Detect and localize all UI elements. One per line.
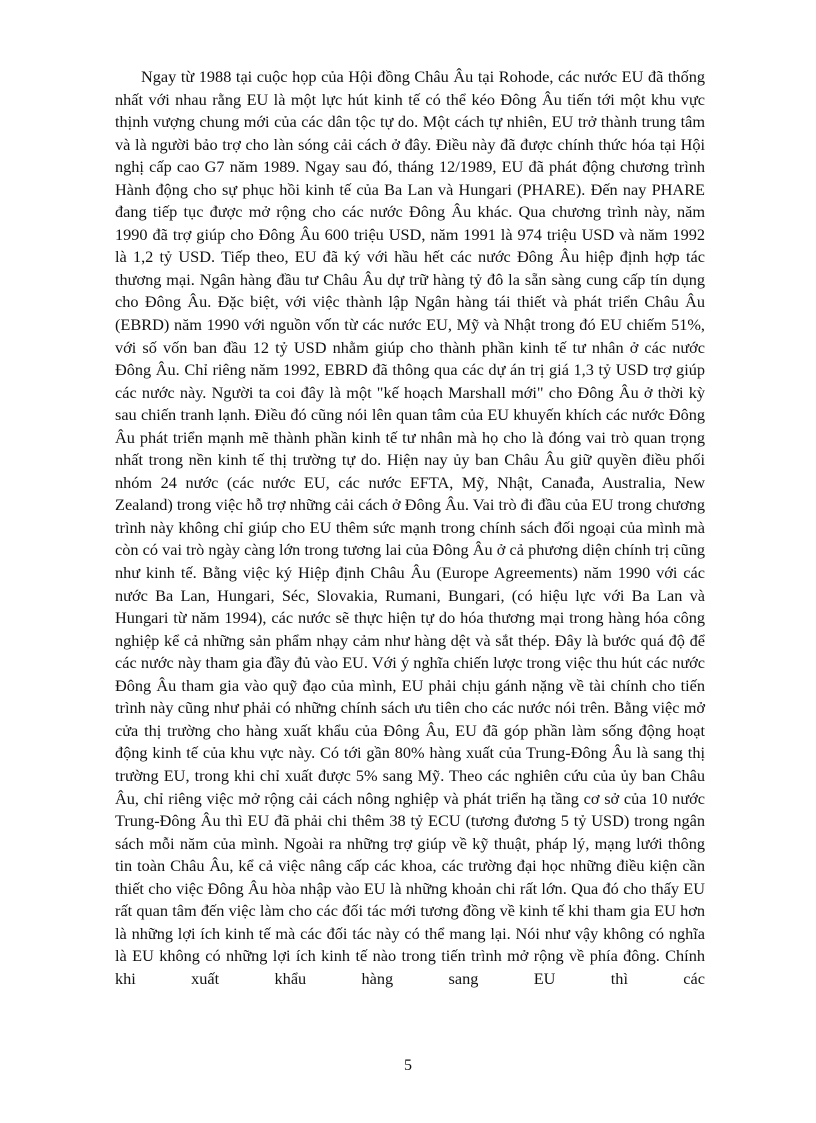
page-number: 5 <box>404 1057 412 1074</box>
body-paragraph: Ngay từ 1988 tại cuộc họp của Hội đồng Châu Âu tại Rohode, các nước EU đã thống nhất với nhau rằng EU là một lực hút kinh tế có thể kéo Đông Âu tiến tới một khu vực thịnh vượng chung mới của các dân tộc tự do. Một cách tự nhiên, EU trở thành trung tâm và là người bảo trợ cho làn sóng cải cách ở đây. Điều này đã được chính thức hóa tại Hội nghị cấp cao G7 năm 1989. Ngay sau đó, tháng 12/1989, EU đã phát động chương trình Hành động cho sự phục hồi kinh tế của Ba Lan và Hungari (PHARE). Đến nay PHARE đang tiếp tục được mở rộng cho các nước Đông Âu khác. Qua chương trình này, năm 1990 đã trợ giúp cho Đông Âu 600 triệu USD, năm 1991 là 974 triệu USD và năm 1992 là 1,2 tỷ USD. Tiếp theo, EU đã ký với hầu hết các nước Đông Âu hiệp định hợp tác thương mại. Ngân hàng đầu tư Châu Âu dự trữ hàng tỷ đô la sẵn sàng cung cấp tín dụng cho Đông Âu. Đặc biệt, với việc thành lập Ngân hàng tái thiết và phát triển Châu Âu (EBRD) năm 1990 với nguồn vốn từ các nước EU, Mỹ và Nhật trong đó EU chiếm 51%, với số vốn ban đầu 12 tỷ USD nhằm giúp cho thành phần kinh tế tư nhân ở các nước Đông Âu. Chỉ riêng năm 1992, EBRD đã thông qua các dự án trị giá 1,3 tỷ USD trợ giúp các nước này. Người ta coi đây là một "kế hoạch Marshall mới" cho Đông Âu ở thời kỳ sau chiến tranh lạnh. Điều đó cũng nói lên quan tâm của EU khuyến khích các nước Đông Âu phát triển mạnh mẽ thành phần kinh tế tư nhân mà họ cho là đóng vai trò quan trọng nhất trong nền kinh tế thị trường tự do. Hiện nay ủy ban Châu Âu giữ quyền điều phối nhóm 24 nước (các nước EU, các nước EFTA, Mỹ, Nhật, Canađa, Australia, New Zealand) trong việc hỗ trợ những cải cách ở Đông Âu. Vai trò đi đầu của EU trong chương trình này không chỉ giúp cho EU thêm sức mạnh trong chính sách đối ngoại của mình mà còn có vai trò ngày càng lớn trong tương lai của Đông Âu ở cả phương diện chính trị cũng như kinh tế. Bằng việc ký Hiệp định Châu Âu (Europe Agreements) năm 1990 với các nước Ba Lan, Hungari, Séc, Slovakia, Rumani, Bungari, (có hiệu lực với Ba Lan và Hungari từ năm 1994), các nước sẽ thực hiện tự do hóa thương mại trong hàng hóa công nghiệp kể cả những sản phẩm nhạy cảm như hàng dệt và sắt thép. Đây là bước quá độ để các nước này tham gia đầy đủ vào EU. Với ý nghĩa chiến lược trong việc thu hút các nước Đông Âu tham gia vào quỹ đạo của mình, EU phải chịu gánh nặng về tài chính cho tiến trình này cũng như phải có những chính sách ưu tiên cho các nước nói trên. Bằng việc mở cửa thị trường cho hàng xuất khẩu của Đông Âu, EU đã góp phần làm sống động hoạt động kinh tế của khu vực này. Có tới gần 80% hàng xuất của Trung-Đông Âu là sang thị trường EU, trong khi chỉ xuất được 5% sang Mỹ. Theo các nghiên cứu của ủy ban Châu Âu, chỉ riêng việc mở rộng cải cách nông nghiệp và phát triển hạ tầng cơ sở của 10 nước Trung-Đông Âu thì EU đã phải chi thêm 38 tỷ ECU (tương đương 5 tỷ USD) trong ngân sách mỗi năm của mình. Ngoài ra những trợ giúp về kỹ thuật, pháp lý, mạng lưới thông tin toàn Châu Âu, kể cả việc nâng cấp các khoa, các trường đại học những điều kiện cần thiết cho việc Đông Âu hòa nhập vào EU là những khoản chi rất lớn. Qua đó cho thấy EU rất quan tâm đến việc làm cho các đối tác mới tương đồng về kinh tế khi tham gia EU hơn là những lợi ích kinh tế mà các đối tác này có thể mang lại. Nói như vậy không có nghĩa là EU không có những lợi ích kinh tế nào trong tiến trình mở rộng về phía đông. Chính khi xuất khẩu hàng sang EU thì các <box>115 67 705 988</box>
document-page <box>115 66 705 990</box>
